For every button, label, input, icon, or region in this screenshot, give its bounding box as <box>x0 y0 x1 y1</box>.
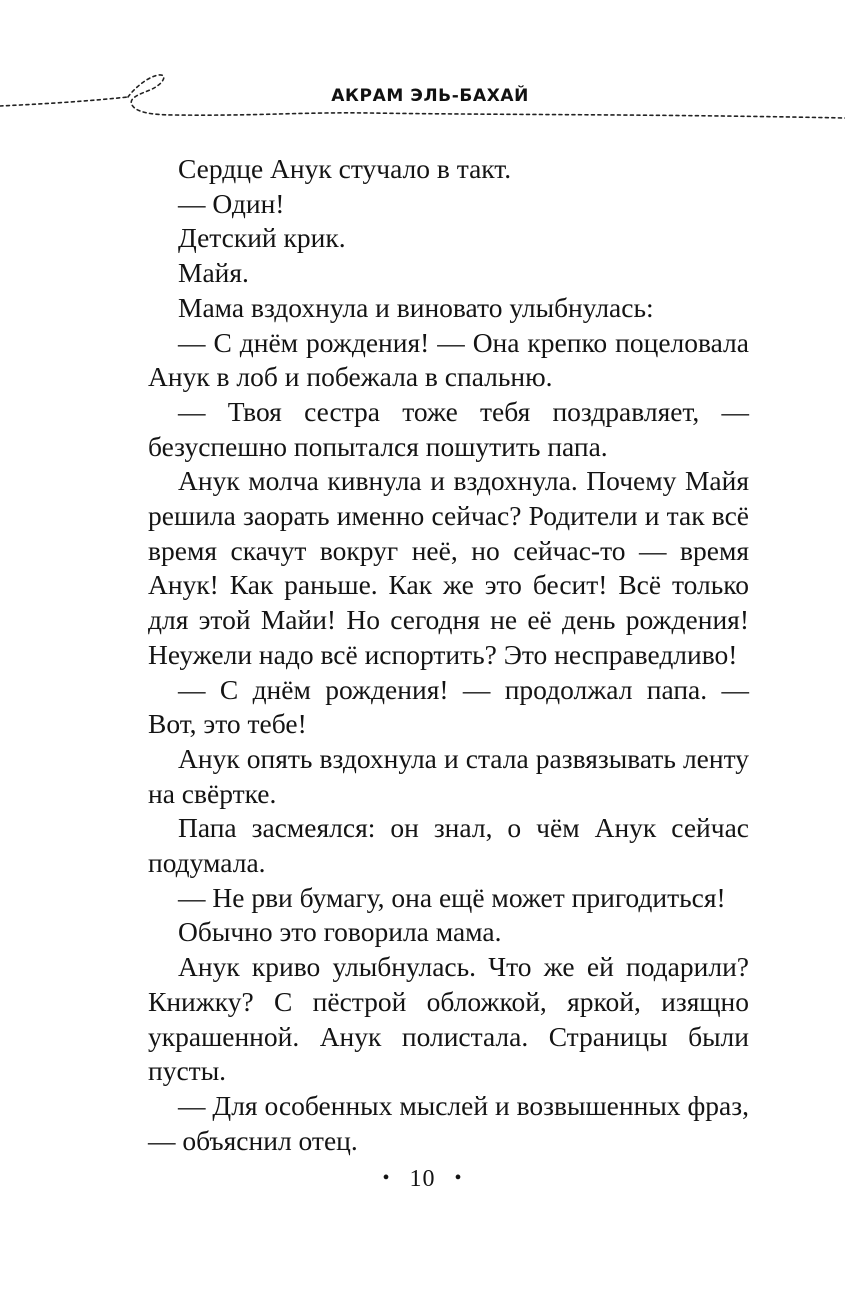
paragraph: Папа засмеялся: он знал, о чём Анук сейчас подумала. <box>148 812 749 879</box>
paragraph: — С днём рождения! — продолжал папа. — Вот, это тебе! <box>148 673 749 740</box>
paragraph: Обычно это говорила мама. <box>178 916 502 948</box>
bullet-right: • <box>454 1167 463 1189</box>
page-number-footer <box>0 1166 845 1193</box>
paragraph: — Не рви бумагу, она ещё может пригодиться! <box>178 881 726 913</box>
body-text <box>148 152 749 1158</box>
paragraph: — Для особенных мыслей и возвышенных фраз, — объяснил отец. <box>148 1089 749 1156</box>
paragraph: Анук молча кивнула и вздохнула. Почему Майя решила заорать именно сейчас? Родители и так всё время скачут вокруг неё, но сейчас-то — время Анук! Как раньше. Как же это бесит! Всё только для этой Майи! Но сегодня не её день рождения! Неужели надо всё испортить? Это несправедливо! <box>148 465 749 670</box>
paragraph: Детский крик. <box>178 222 346 254</box>
paragraph: Сердце Анук стучало в такт. <box>178 153 512 184</box>
paragraph: Анук криво улыбнулась. Что же ей подарили? Книжку? С пёстрой обложкой, яркой, изящно украшенной. Анук полистала. Страницы были пусты. <box>148 951 749 1087</box>
paragraph: Мама вздохнула и виновато улыбнулась: <box>178 291 654 323</box>
paragraph: Майя. <box>178 257 249 289</box>
paragraph: — Один! <box>178 187 285 219</box>
bullet-left: • <box>382 1167 391 1189</box>
paragraph: — Твоя сестра тоже тебя поздравляет, — безуспешно попытался пошутить папа. <box>148 395 749 462</box>
paragraph: — С днём рождения! — Она крепко поцеловала Анук в лоб и побежала в спальню. <box>148 326 749 393</box>
paragraph: Анук опять вздохнула и стала развязывать ленту на свёртке. <box>148 742 749 809</box>
page-number: 10 <box>409 1166 436 1192</box>
running-head-author: АКРАМ ЭЛЬ-БАХАЙ <box>331 86 529 106</box>
